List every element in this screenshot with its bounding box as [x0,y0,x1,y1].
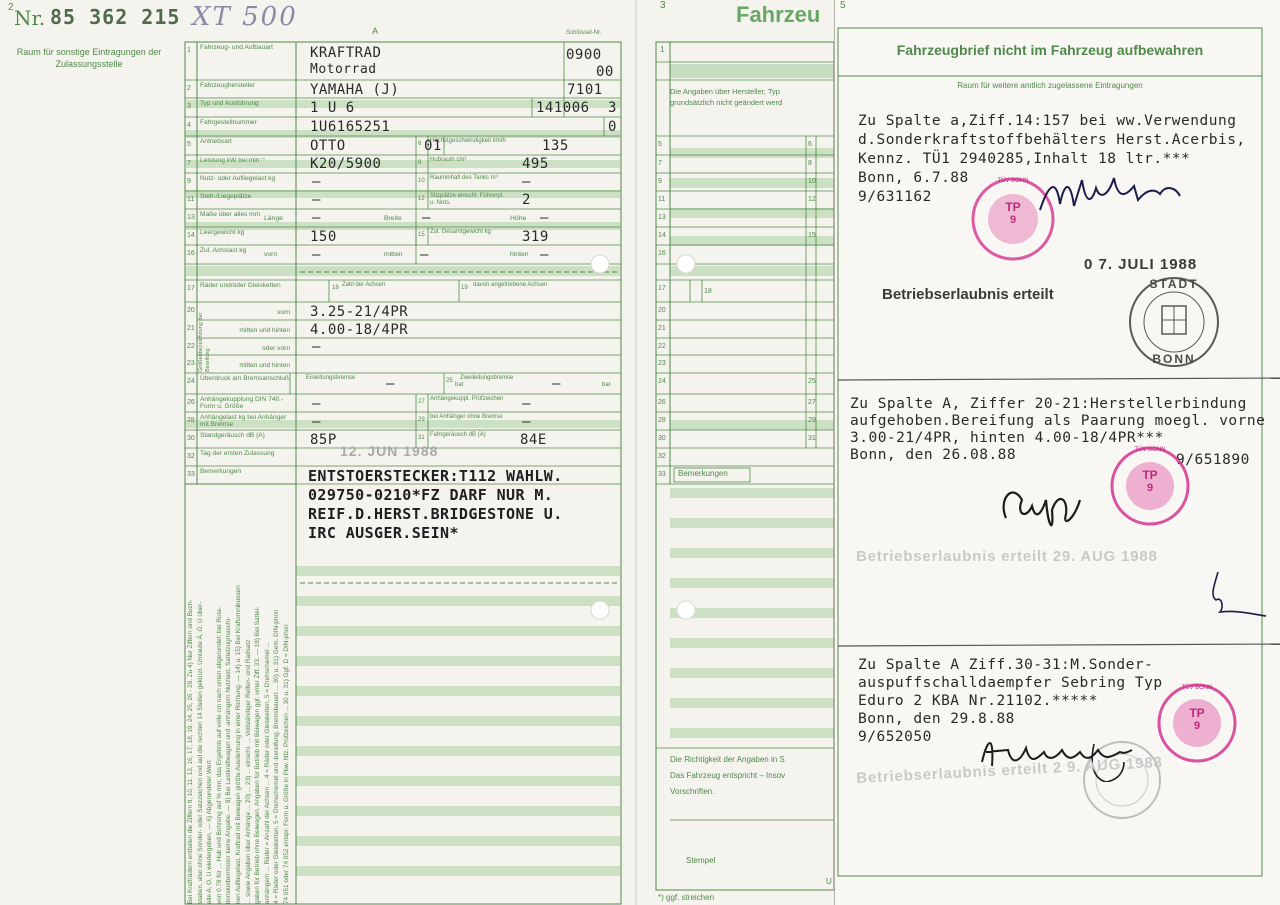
tuv-stamp-2-number: 9 [1146,482,1154,494]
doc-number-prefix: Nr. [14,6,46,30]
doc-number: 85 362 215 [50,5,181,29]
stadt-stamp-bottom: BONN [1152,352,1196,366]
footnote-line: Bei Krafträdern entfallen die Ziffern 9, 10, 11, 13, 16, 17, 18, 19, 24, 25, 26 - 29. Zu 4) Nur Ziffern und Buch- [187,599,194,904]
row-dimension-label: Länge [264,215,283,222]
footnote-line: gaben für Betrieb ohne Beiwagen. Angaben für Betrieb mit Beiwagen ggf. unter Ziff. 33. — 19) Bei Sattel- [254,606,262,904]
value-power: K20/5900 [310,156,382,172]
row-inner-label: Sitzplätze einschl. Führerpl. u. Nots. [430,193,504,206]
tuv-stamp-3-number: 9 [1193,720,1201,732]
signature-2 [992,470,1092,540]
value-vehicle-type: KRAFTRAD [310,45,382,61]
entry-3-line-4: Bonn, den 29.8.88 [858,711,1015,727]
value-manufacturer: YAMAHA (J) [310,82,400,98]
footnote-line: nen Aufliegelast. Kraftrad mit Beiwagen größte Ausdehnung in einer Richtung. — 14) u. 15) Bei Kraftomnibussen [234,585,242,904]
row-number: 14 [187,232,195,239]
row-dimension-label: hinten [510,251,529,258]
row-sublabel: mitten und hinten [239,327,290,334]
row-inner-number: 15 [418,232,425,238]
row-inner-number: 29 [418,417,425,423]
value-trailer-nobrake: – [522,414,531,430]
middle-row-number: 7 [658,160,662,167]
middle-info-2: grundsätzlich nicht geändert werd [670,98,783,107]
middle-right-number: 12 [808,196,816,203]
remarks-line-4: IRC AUSGER.SEIN* [308,524,459,542]
middle-row-number: 24 [658,378,666,385]
row-inner-number: 31 [418,435,425,441]
tyre-side-label: Größenbezeichnung der Bereifung [198,312,211,372]
code-manufacturer: 7101 [567,82,603,98]
value-displacement: 495 [522,156,549,172]
middle-right-number: 29 [808,417,816,424]
value-axle-rear: – [540,247,549,263]
value-coupling-mark: – [522,396,531,412]
registration-note: Raum für sonstige Eintragungen der Zulassungsstelle [16,47,162,69]
row-dimension-label: vorn [264,251,278,258]
middle-right-number: 15 [808,232,816,239]
middle-row-number: 26 [658,399,666,406]
footnote-line: anhängern ... Räder = Anzahl der Achsen ... 4 = Räder oder Gleisketten, 5 = Drehschemel ... [263,642,271,904]
value-dual-brake: – [552,376,561,392]
first-registration-stamp: 12. JUN 1988 [340,443,439,459]
code-chassis: 0 [608,119,617,135]
value-vehicle-type-2: Motorrad [310,62,377,77]
row-sublabel: vorn [277,309,290,316]
row-dimension-label: Höhe [510,215,527,222]
middle-footer-3: Vorschriften. [670,787,715,796]
footnote-line: 74 051 oder 74 052 entspr. Form u. Größe in Pkw, Nfz, Prüfzeichen ... 30 u. 31) Ggf. D = DIN-phon [282,624,290,904]
row-inner-label: Anhängekuppl. Prüfzeichen [430,396,504,402]
entry-1-line-3: Kennz. TÜ1 2940285,Inhalt 18 ltr.*** [858,151,1191,167]
row-sublabel: mitten und hinten [239,362,290,369]
entry-2-line-3: 3.00-21/4PR, hinten 4.00-18/4PR*** [850,430,1164,446]
tuv-stamp-2-text: TÜV BONN [1134,447,1166,453]
value-driving-noise: 84E [520,432,547,448]
middle-right-number: 31 [808,435,816,442]
page-number-right: 5 [840,0,846,11]
middle-footnote: *) ggf. streichen [658,893,715,902]
value-single-brake: – [386,376,395,392]
row-number: 5 [187,141,191,148]
row-number: 4 [187,122,191,129]
entry-3-line-1: Zu Spalte A Ziff.30-31:M.Sonder- [858,657,1154,673]
schluessel-label: Schlüssel-Nr. [566,30,602,36]
entry-1-line-5: 9/631162 [858,189,932,205]
row-number: 3 [187,103,191,110]
entry-1-line-2: d.Sonderkraftstoffbehälters Herst.Acerbis, [858,132,1246,148]
value-trailer-brake: – [312,414,321,430]
row-inner-label: Zul. Gesamtgewicht kg [430,229,492,235]
row-label: Bemerkungen [200,468,242,475]
middle-right-number: 10 [808,178,816,185]
footnote-rotated [186,490,294,904]
row-inner-number: 18 [332,285,339,291]
row-label: Standgeräusch dB (A) [200,432,265,439]
row-inner-number: 25 [446,378,453,384]
row-inner-label: Fahrgeräusch dB (A) [430,432,486,438]
value-empty-weight: 150 [310,229,337,245]
entry-1-line-1: Zu Spalte a,Ziff.14:157 bei ww.Verwendung [858,113,1237,129]
row-number: 9 [187,178,191,185]
entry-3-line-5: 9/652050 [858,729,932,745]
row-label: Fahrgestellnummer [200,119,257,126]
right-subtitle: Raum für weitere amtlich zugelassene Eintragungen [957,81,1143,90]
row-number: 23 [187,360,195,367]
value-tyre-front: 3.25-21/4PR [310,304,409,320]
right-title: Fahrzeugbrief nicht im Fahrzeug aufbewahren [896,42,1204,58]
right-entries-panel [834,0,1280,905]
row-sublabel: oder vorn [262,345,290,352]
row-label: Steh-/Liegeplätze [200,193,252,200]
row-unit: bar [455,382,464,388]
footnote-line: von 0.78 für ... Hub und Bohrung auf % mm; das Ergebnis auf volle cm nach unten abgerundet; bei Rota- [215,607,223,904]
middle-right-number: 25 [808,378,816,385]
page-number-middle: 3 [660,0,666,11]
value-tank: – [522,174,531,190]
row-inner-label: Rauminhalt des Tanks m³ [430,175,498,181]
value-coupling: – [312,396,321,412]
row-number: 11 [187,196,195,203]
middle-row-number: 20 [658,307,666,314]
row-label: Typ und Ausführung [200,100,259,107]
row-inner-label: Höchstgeschwindigkeit km/h [430,138,506,144]
column-a-label: A [372,26,379,36]
entry-3-line-2: auspuffschalldaempfer Sebring Typ [858,675,1163,691]
row-inner-number: 6 [418,141,422,147]
row-number: 28 [187,417,195,424]
middle-row-number: 33 [658,471,666,478]
row-inner-number: 10 [418,178,425,184]
middle-row-number: 14 [658,232,666,239]
footnote-line: tionskolbenmotor keine Angabe. — 9) Bei Lastkraftwagen und -anhängern Nutzlast, Sattelzugmaschi- [225,616,233,904]
middle-row-number: 32 [658,453,666,460]
middle-row-number: 16 [658,250,666,257]
row-number: 20 [187,307,195,314]
row-number: 7 [187,160,191,167]
row-label: Überdruck am Bremsanschluß [200,375,290,382]
footnote-line: ... sowie Angaben über Anhänge ... 20) ... 23) ... einschl. ... Vollständiger Reifen- und Radsatz [244,639,252,904]
middle-row-number: 11 [658,196,666,203]
entry-3-line-3: Eduro 2 KBA Nr.21102.***** [858,693,1098,709]
entry-2-ref: 9/651890 [1176,452,1250,468]
entry-2-line-1: Zu Spalte A, Ziffer 20-21:Herstellerbindung [850,396,1247,412]
row-number: 22 [187,343,195,350]
tuv-stamp-3-text: TÜV BONN [1181,685,1213,691]
footnote-line: alle A, O, U wiedergeben. — 6) Abgerundeter Wert [206,760,214,904]
stadt-stamp-top: STADT [1149,277,1199,291]
row-number: 33 [187,471,195,478]
tuv-stamp-2 [1106,442,1194,530]
value-chassis-number: 1U6165251 [310,119,391,135]
row-label: Leergewicht kg [200,229,245,236]
tuv-stamp-3-tp: TP [1189,706,1205,720]
middle-footer-2: Das Fahrzeug entspricht – Insov [670,771,786,780]
value-payload: – [312,174,321,190]
stadt-bonn-stamp [1126,274,1222,370]
entry-1-date-stamp: 0 7. JULI 1988 [1084,256,1198,273]
row-inner-label: Hubraum cm³ [430,157,467,163]
value-standing-noise: 85P [310,432,337,448]
row-label: Anhängelast kg bei Anhänger mit Bremse [200,414,287,429]
row-number: 1 [187,47,191,54]
remarks-line-2: 029750-0210*FZ DARF NUR M. [308,486,554,504]
row-inner-label: davon angetriebene Achsen [473,282,548,288]
middle-form-panel [634,0,834,905]
remarks-line-1: ENTSTOERSTECKER:T112 WAHLW. [308,467,563,485]
row-number: 32 [187,453,195,460]
middle-row-number: 21 [658,325,666,332]
code-drive-type: 01 [424,138,442,154]
value-axle-middle: – [420,247,429,263]
entry-1-line-4: Bonn, 6.7.88 [858,170,969,186]
tuv-stamp-1-number: 9 [1009,214,1017,226]
row-label: Tag der ersten Zulassung [200,450,275,457]
row-number: 17 [187,285,195,292]
row-inner-label: Zweileitungsbremse [460,375,514,381]
value-max-speed: 135 [542,138,569,154]
value-width: – [422,210,431,226]
row-dimension-label: Breite [384,215,402,222]
value-height: – [540,210,549,226]
code-vehicle-type-2: 00 [596,64,614,80]
row-label: Nutz- oder Aufliegelast kg [200,175,276,182]
left-form-panel [0,0,634,905]
middle-right-number: 8 [808,160,812,167]
row-number: 24 [187,378,195,385]
middle-row-number: 28 [658,417,666,424]
value-type: 1 U 6 [310,100,355,116]
entry-2-line-4: Bonn, den 26.08.88 [850,447,1017,463]
row-brake-label: Einleitungsbremse [306,375,356,381]
middle-row-number: 9 [658,178,662,185]
tuv-stamp-1-text: TÜV BONN [997,178,1029,184]
value-axle-front: – [312,247,321,263]
middle-title: Fahrzeu [736,2,821,27]
signature-1 [1030,166,1200,226]
middle-bemerkungen-label: Bemerkungen [678,469,728,478]
value-standing-places: – [312,192,321,208]
value-tyre-rear: 4.00-18/4PR [310,322,409,338]
handwritten-model: XT 500 [192,2,298,32]
entry-3-permit-faded: Betriebserlaubnis erteilt 2 9. AUG 1988 [856,753,1164,787]
middle-row-number: 18 [704,288,712,295]
middle-info-1: Die Angaben über Hersteller, Typ [670,87,780,96]
remarks-line-3: REIF.D.HERST.BRIDGESTONE U. [308,505,563,523]
entry-1-permit-stamp: Betriebserlaubnis erteilt [882,286,1054,303]
row-number: 21 [187,325,195,332]
code-vehicle-type: 0900 [566,47,602,63]
middle-row-1: 1 [660,45,665,54]
code-type-extra: 3 [608,100,617,116]
middle-stempel-label: Stempel [686,856,716,865]
footnote-line: staben, also ohne Sonder- oder Satzzeichen und auf die rechten 14 Stellen gekürzt. Umlaute Ä, Ö, Ü über- [196,601,204,904]
footnote-line: 4 = Räder oder Gleisketten, 5 = Drehschemel und -bereifung, Bremsbauart ... 30) u. 31) Gem. DIN-phon [273,609,281,904]
row-inner-number: 27 [418,399,425,405]
tuv-stamp-3 [1154,680,1240,766]
row-label: Maße über alles mm [200,211,261,218]
page-number-left: 2 [8,2,14,13]
left-form-grid [0,0,634,905]
middle-footer-1: Die Richtigkeit der Angaben in S [670,755,785,764]
middle-u-label: U [826,877,832,886]
value-tyre-alt-front: – [312,339,321,355]
row-label: Anhängekupplung DIN 740.-Form u. Größe [200,396,284,411]
middle-row-number: 22 [658,343,666,350]
middle-row-number: 17 [658,285,666,292]
row-number: 26 [187,399,195,406]
value-gross-weight: 319 [522,229,549,245]
tuv-stamp-1-tp: TP [1005,200,1021,214]
code-type: 141006 [536,100,590,116]
row-inner-number: 19 [461,285,468,291]
row-number: 30 [187,435,195,442]
value-drive-type: OTTO [310,138,346,154]
row-label: Zul. Achslast kg [200,247,247,254]
row-label: Fahrzeughersteller [200,82,255,89]
row-dimension-label: mitten [384,251,403,258]
middle-row-number: 30 [658,435,666,442]
row-inner-label: bei Anhänger ohne Bremse [430,414,503,420]
row-unit: bar [602,382,611,388]
tuv-stamp-2-tp: TP [1142,468,1158,482]
entry-2-line-2: aufgehoben.Bereifung als Paarung moegl. vorne [850,413,1266,429]
middle-right-number: 27 [808,399,816,406]
middle-row-number: 13 [658,214,666,221]
row-inner-number: 12 [418,196,425,202]
row-label: Räder und/oder Gleisketten [200,282,281,289]
value-length: – [312,210,321,226]
entry-2-permit-faded: Betriebserlaubnis erteilt 29. AUG 1988 [856,548,1158,565]
middle-row-number: 5 [658,141,662,148]
row-inner-label: Zahl der Achsen [342,282,386,288]
row-number: 13 [187,214,195,221]
row-label: Antriebsart [200,138,232,145]
row-number: 16 [187,250,195,257]
row-inner-number: 8 [418,160,422,166]
middle-right-number: 6 [808,141,812,148]
value-seats: 2 [522,192,531,208]
middle-row-number: 23 [658,360,666,367]
signature-2b [1180,568,1270,618]
row-label: Fahrzeug- und Aufbauart [200,44,273,51]
row-number: 2 [187,85,191,92]
row-label: Leistung kW bei min⁻¹ [200,157,266,164]
